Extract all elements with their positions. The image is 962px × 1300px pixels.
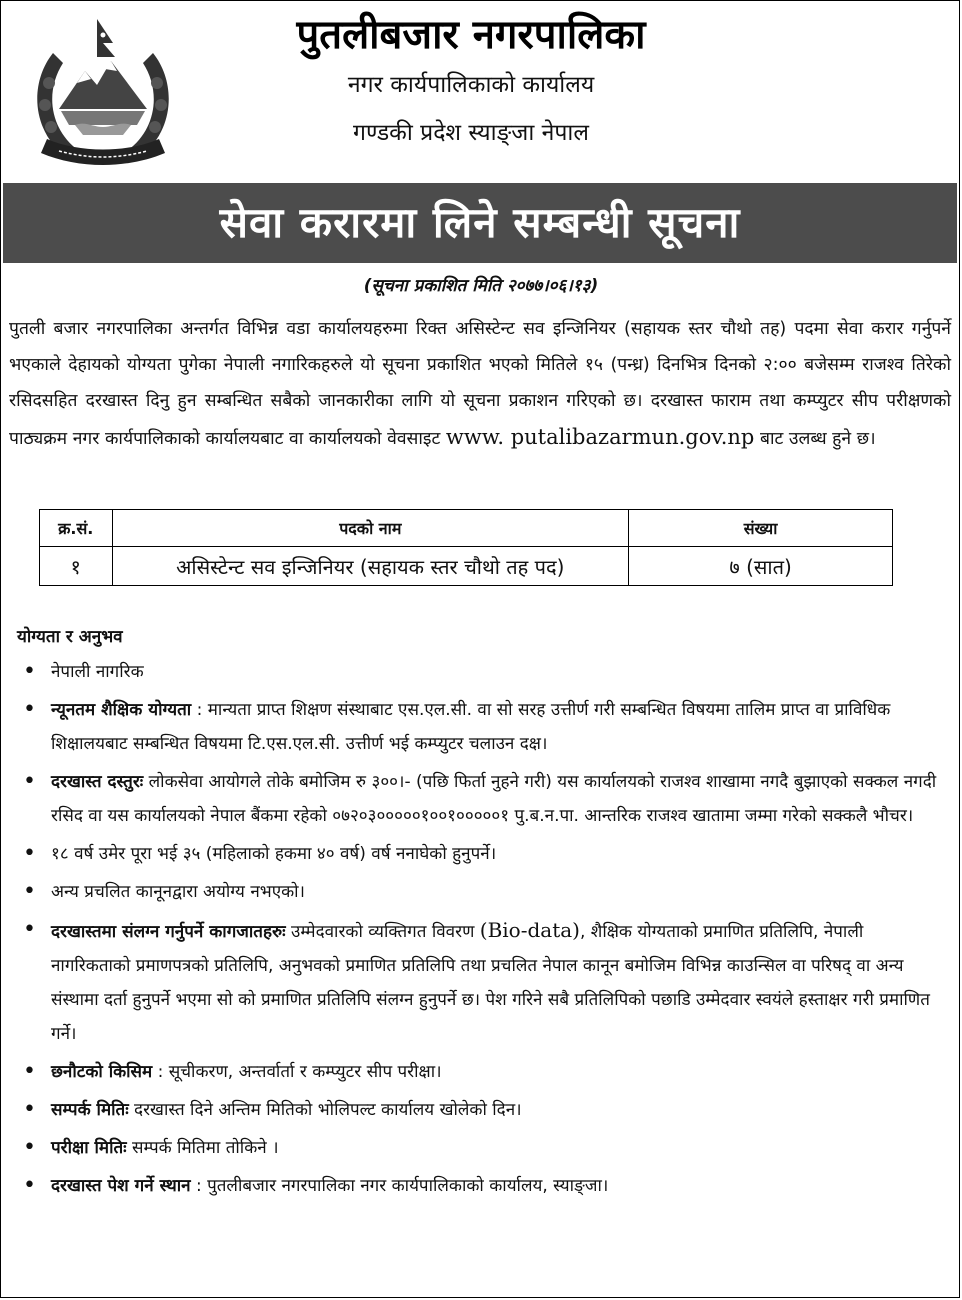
cell-serial: १ xyxy=(40,547,113,586)
item-text-before: उम्मेदवारको व्यक्तिगत विवरण xyxy=(285,922,480,942)
item-text: , शैक्षिक योग्यताको प्रमाणित प्रतिलिपि, नेपाली नागरिकताको प्रमाणपत्रको प्रतिलिपि, अनुभवको प्रमाणित प्रतिलिपि तथा प्रचलित नेपाल कानून बमोजिम विभिन्न काउन्सिल वा परिषद् वा अन्य संस्थामा दर्ता हुनुपर्ने भएमा सो को प्रमाणित प्रतिलिपि संलग्न हुनुपर्ने छ। पेश गरिने सबै प्रतिलिपिको पछाडि उम्मेदवार स्वयंले हस्ताक्षर गरी प्रमाणित गर्ने। xyxy=(51,922,930,1044)
item-key: न्यूनतम शैक्षिक योग्यता xyxy=(51,700,192,720)
table-header-row xyxy=(40,510,893,547)
list-item xyxy=(17,1055,947,1089)
bullet-icon: • xyxy=(23,769,36,794)
item-key: दरखास्तमा संलग्न गर्नुपर्ने कागजातहरुः xyxy=(51,922,286,942)
website-link[interactable]: www. putalibazarmun.gov.np xyxy=(445,425,755,449)
cell-count: ७ (सात) xyxy=(629,547,893,586)
item-latin: (Bio-data) xyxy=(479,918,580,942)
list-item xyxy=(17,1169,947,1203)
notice-title-banner: सेवा करारमा लिने सम्बन्धी सूचना xyxy=(3,183,957,263)
bullet-icon: • xyxy=(23,917,36,942)
bullet-icon: • xyxy=(23,697,36,722)
list-item xyxy=(17,765,947,833)
vacancy-table xyxy=(39,509,893,586)
intro-paragraph xyxy=(9,311,951,457)
item-key: दरखास्त दस्तुरः xyxy=(51,772,144,792)
qualifications-title: योग्यता र अनुभव xyxy=(17,627,123,647)
bullet-icon: • xyxy=(23,1173,36,1198)
header xyxy=(1,1,959,181)
organization-block xyxy=(191,7,751,151)
list-item xyxy=(17,693,947,761)
qualifications-section xyxy=(17,623,947,1207)
publication-date: (सूचना प्रकाशित मिति २०७७।०६।१३) xyxy=(363,276,599,296)
item-text: नेपाली नागरिक xyxy=(51,662,144,682)
item-text: : पुतलीबजार नगरपालिका नगर कार्यपालिकाको कार्यालय, स्याङ्‌जा। xyxy=(190,1176,609,1196)
list-item xyxy=(17,837,947,871)
list-item xyxy=(17,1131,947,1165)
item-key: दरखास्त पेश गर्ने स्थान xyxy=(51,1176,191,1196)
list-item xyxy=(17,655,947,689)
office-name: नगर कार्यपालिकाको कार्यालय xyxy=(347,72,595,98)
item-text: अन्य प्रचलित कानूनद्वारा अयोग्य नभएको। xyxy=(51,882,306,902)
office-address: गण्डकी प्रदेश स्याङ्‌जा नेपाल xyxy=(353,120,589,146)
bullet-icon: • xyxy=(23,659,36,684)
bullet-icon: • xyxy=(23,879,36,904)
item-key: छनौटको किसिम xyxy=(51,1062,153,1082)
header-count: संख्या xyxy=(629,510,893,547)
header-serial: क्र.सं. xyxy=(40,510,113,547)
list-item xyxy=(17,875,947,909)
item-key: परीक्षा मितिः xyxy=(51,1138,127,1158)
bullet-icon: • xyxy=(23,1097,36,1122)
cell-post-name: असिस्टेन्ट सव इन्जिनियर (सहायक स्तर चौथो तह पद) xyxy=(112,547,629,586)
item-key: सम्पर्क मितिः xyxy=(51,1100,129,1120)
intro-text-1: पुतली बजार नगरपालिका अन्तर्गत विभिन्न वडा कार्यालयहरुमा रिक्त असिस्टेन्ट सव इन्जिनियर (सहायक स्तर चौथो तह) पदमा सेवा करार गर्नुपर्ने भएकाले देहायको योग्यता पुगेका नेपाली नगारिकहरुले यो सूचना प्रकाशित भएको मितिले १५ (पन्ध्र) दिनभित्र दिनको २:०० बजेसम्म राजश्व तिरेको रसिदसहित दरखास्त दिनु हुन सम्बन्धित सबैको जानकारीका लागि यो सूचना प्रकाशन गरिएको छ। दरखास्त फाराम तथा कम्प्युटर सीप परीक्षणको पाठ्यक्रम नगर कार्यपालिकाको कार्यालयबाट वा कार्यालयको वेवसाइट xyxy=(9,319,951,449)
item-text: दरखास्त दिने अन्तिम मितिको भोलिपल्ट कार्यालय खोलेको दिन। xyxy=(128,1100,522,1120)
item-text: १८ वर्ष उमेर पूरा भई ३५ (महिलाको हकमा ४० वर्ष) वर्ष ननाघेको हुनुपर्ने। xyxy=(51,844,497,864)
header-post-name: पदको नाम xyxy=(112,510,629,547)
bullet-icon: • xyxy=(23,1059,36,1084)
intro-text-2: बाट उलब्ध हुने छ। xyxy=(759,429,876,449)
nepal-government-emblem-icon xyxy=(19,13,187,173)
qualifications-list xyxy=(17,655,947,1203)
item-text: : सूचीकरण, अन्तर्वार्ता र कम्प्युटर सीप परीक्षा। xyxy=(152,1062,442,1082)
bullet-icon: • xyxy=(23,841,36,866)
item-text: : मान्यता प्राप्त शिक्षण संस्थाबाट एस.एल.सी. वा सो सरह उत्तीर्ण गरी सम्बन्धित विषयमा तालिम प्राप्त वा प्राविधिक शिक्षालयबाट सम्बन्धित विषयमा टि.एस.एल.सी. उत्तीर्ण भई कम्प्युटर चलाउन दक्ष। xyxy=(51,700,891,754)
item-text: सम्पर्क मितिमा तोकिने । xyxy=(126,1138,279,1158)
organization-name: पुतलीबजार नगरपालिका xyxy=(296,12,646,58)
item-text: लोकसेवा आयोगले तोके बमोजिम रु ३००।- (पछि फिर्ता नुहने गरी) यस कार्यालयको राजश्व शाखामा नगदै बुझाएको सक्कल नगदी रसिद वा यस कार्यालयको नेपाल बैंकमा रहेको ०७२०३०००००१००१०००००१ पु.ब.न.पा. आन्तरिक राजश्व खातामा जम्मा गरेको सक्कलै भौचर। xyxy=(51,772,937,826)
list-item xyxy=(17,1093,947,1127)
list-item xyxy=(17,913,947,1051)
bullet-icon: • xyxy=(23,1135,36,1160)
table-row xyxy=(40,547,893,586)
